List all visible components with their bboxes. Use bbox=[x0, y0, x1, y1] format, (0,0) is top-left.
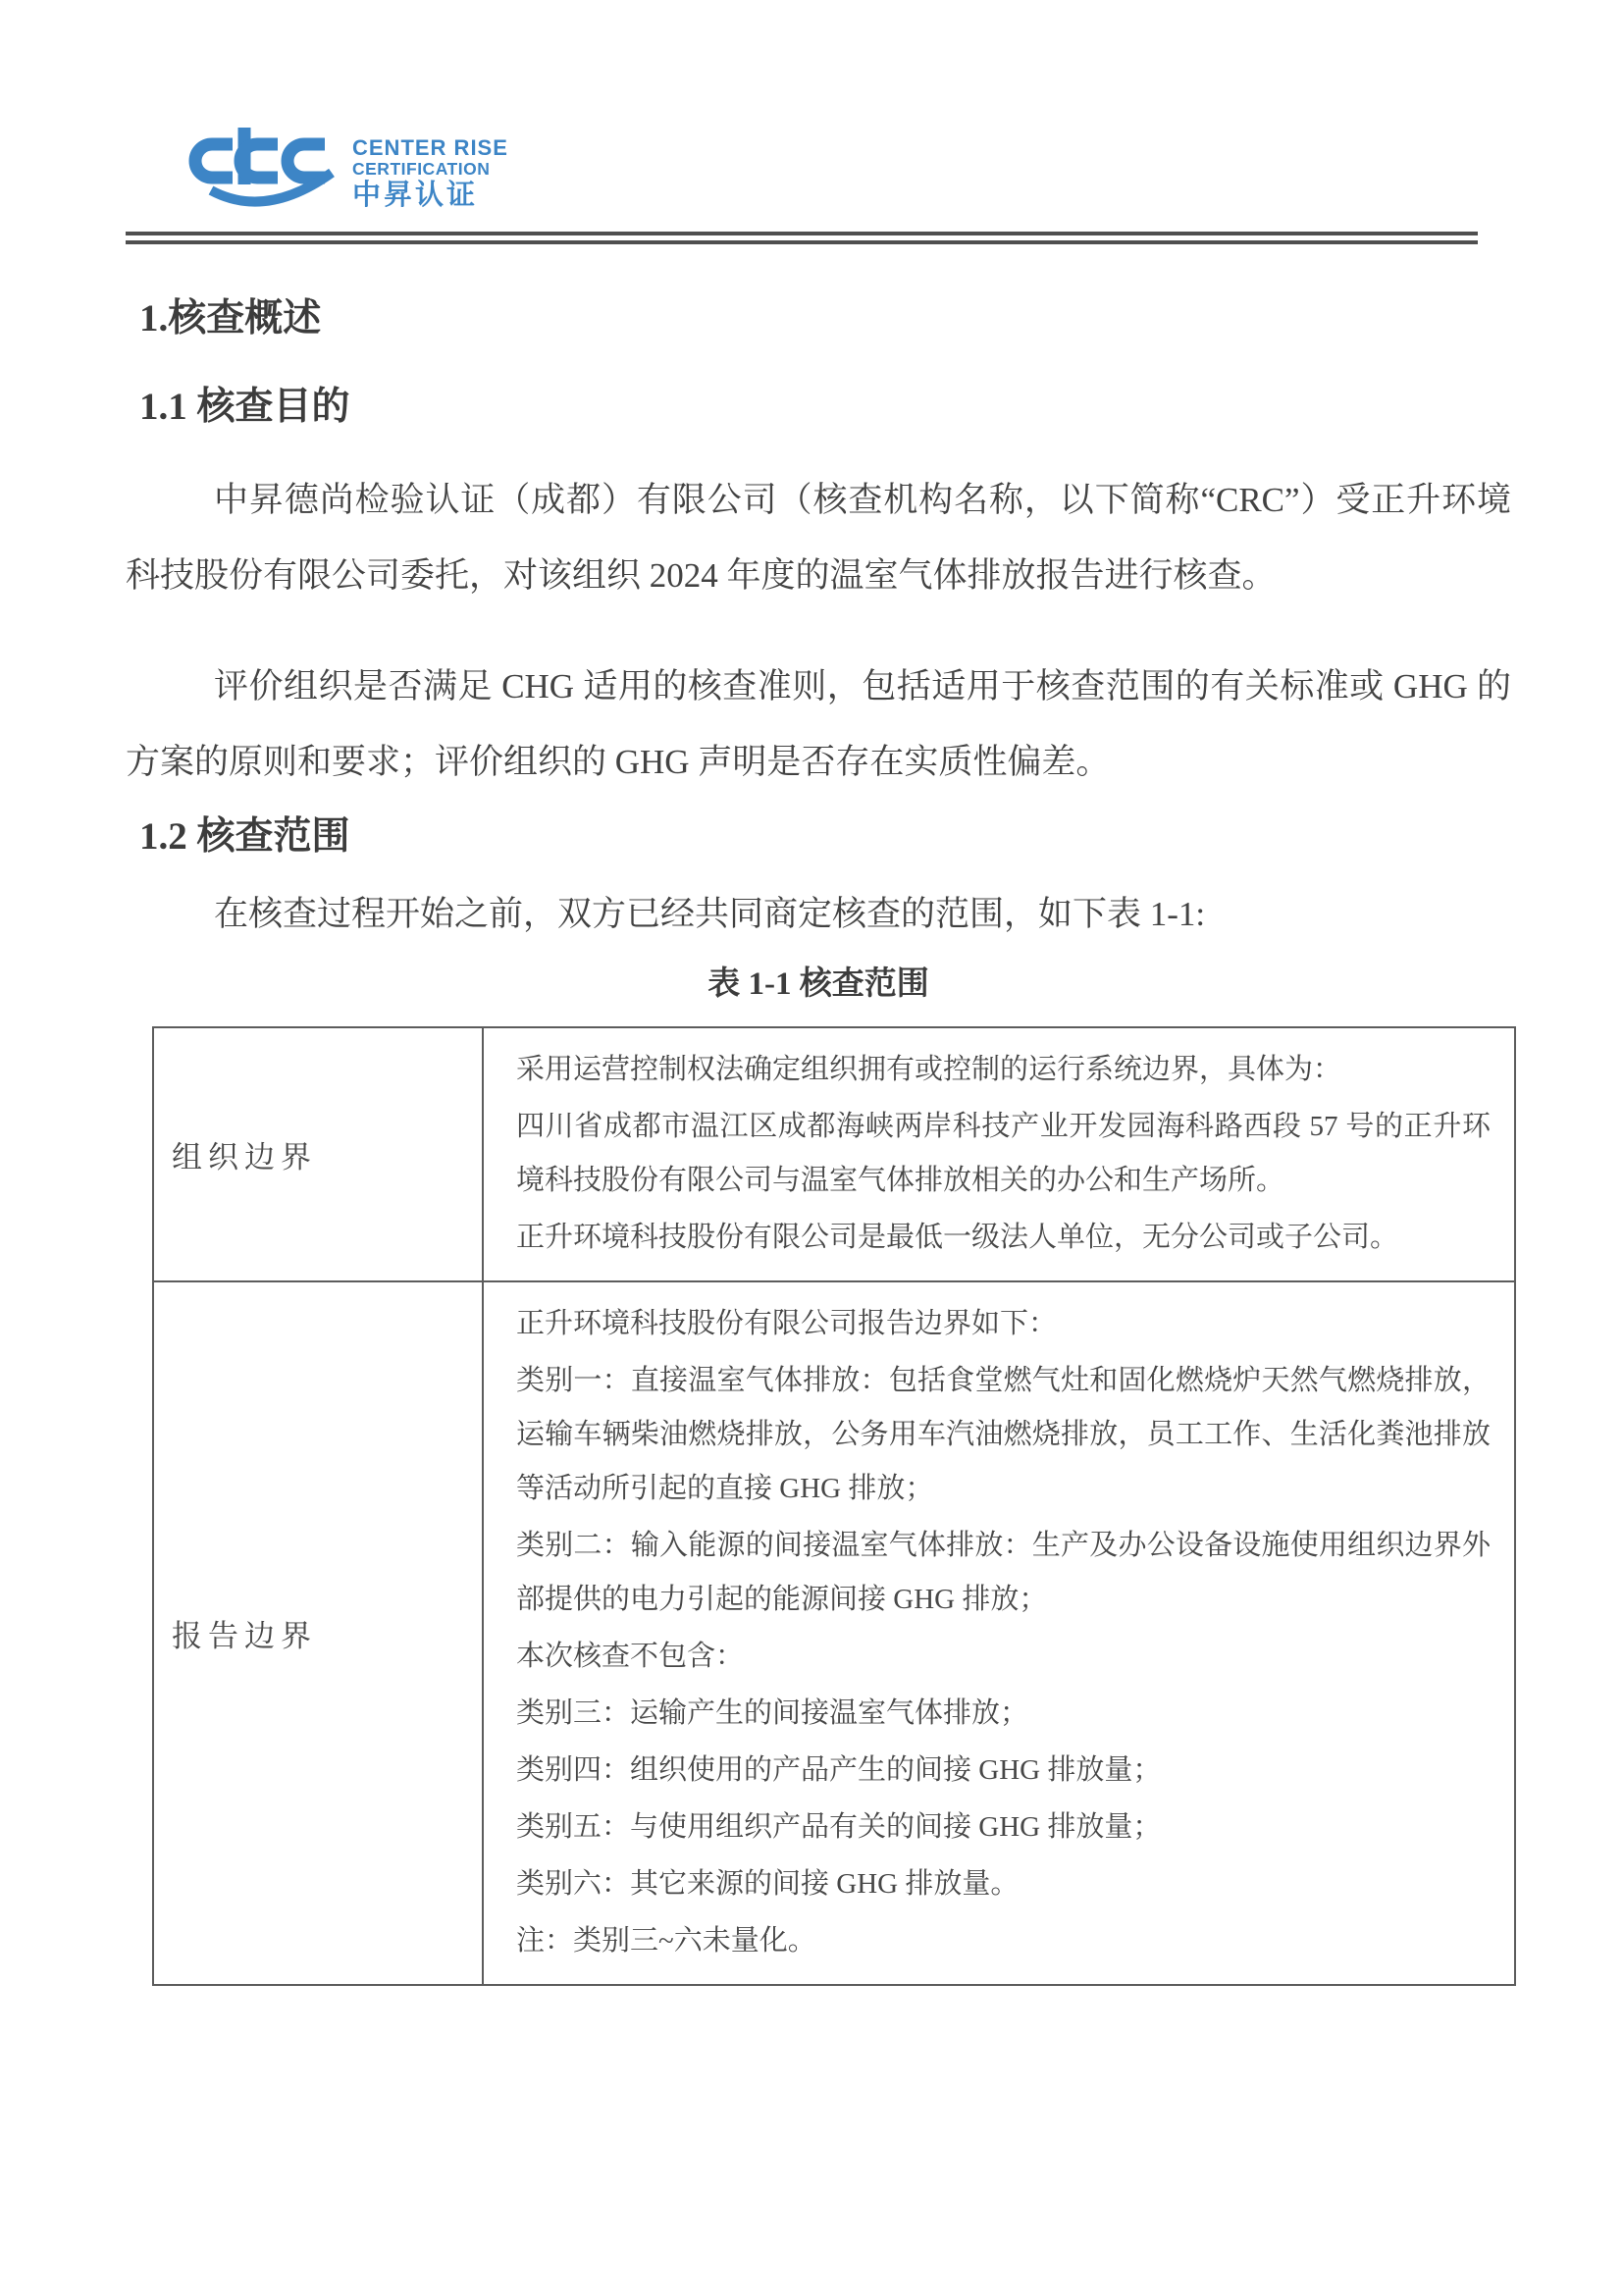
org-boundary-paragraph: 正升环境科技股份有限公司是最低一级法人单位，无分公司或子公司。 bbox=[516, 1222, 1399, 1253]
reporting-boundary-paragraph: 类别五：与使用组织产品有关的间接 GHG 排放量； bbox=[516, 1811, 1162, 1843]
section-1-heading: 1.核查概述 bbox=[139, 297, 322, 339]
reporting-boundary-paragraph: 类别六：其它来源的间接 GHG 排放量。 bbox=[516, 1868, 1020, 1900]
paragraph-scope-intro: 在核查过程开始之前，双方已经共同商定核查的范围，如下表 1-1: bbox=[214, 895, 1206, 933]
reporting-boundary-paragraph: 正升环境科技股份有限公司报告边界如下： bbox=[516, 1308, 1058, 1339]
crc-logo bbox=[180, 122, 508, 212]
logo-name-cn: 中昇认证 bbox=[352, 179, 479, 211]
paragraph-evaluation-criteria: 评价组织是否满足 CHG 适用的核查准则，包括适用于核查范围的有关标准或 GHG 的方案的原则和要求；评价组织的 GHG 声明是否存在实质性偏差。 bbox=[126, 667, 1511, 781]
table-1-1-title: 表 1-1 核查范围 bbox=[707, 966, 929, 1002]
reporting-boundary-paragraph: 本次核查不包含： bbox=[516, 1641, 745, 1672]
crc-monogram-icon bbox=[180, 122, 344, 212]
reporting-boundary-paragraph: 类别二：输入能源的间接温室气体排放：生产及办公设备设施使用组织边界外部提供的电力引起的能源间接 GHG 排放； bbox=[516, 1530, 1491, 1615]
reporting-boundary-paragraph: 类别四：组织使用的产品产生的间接 GHG 排放量； bbox=[516, 1754, 1162, 1786]
reporting-boundary-paragraph: 类别一：直接温室气体排放：包括食堂燃气灶和固化燃烧炉天然气燃烧排放，运输车辆柴油燃烧排放，公务用车汽油燃烧排放，员工工作、生活化粪池排放等活动所引起的直接 GHG 排放； bbox=[516, 1365, 1491, 1504]
row-label-reporting-boundary: 报告边界 bbox=[153, 1281, 483, 1985]
logo-name-en-2: CERTIFICATION bbox=[352, 159, 491, 179]
org-boundary-paragraph: 采用运营控制权法确定组织拥有或控制的运行系统边界，具体为： bbox=[516, 1054, 1342, 1085]
reporting-boundary-paragraph: 类别三：运输产生的间接温室气体排放； bbox=[516, 1697, 1029, 1729]
header-divider bbox=[126, 232, 1478, 244]
table-row-reporting-boundary bbox=[153, 1281, 1515, 1985]
row-content-organization-boundary bbox=[483, 1027, 1515, 1281]
section-1-2-heading: 1.2 核查范围 bbox=[139, 815, 350, 858]
verification-scope-table bbox=[152, 1026, 1516, 1986]
row-label-organization-boundary: 组织边界 bbox=[153, 1027, 483, 1281]
row-content-reporting-boundary bbox=[483, 1281, 1515, 1985]
logo-wordmark bbox=[352, 137, 508, 210]
paragraph-verification-purpose: 中昇德尚检验认证（成都）有限公司（核查机构名称，以下简称“CRC”）受正升环境科技股份有限公司委托，对该组织 2024 年度的温室气体排放报告进行核查。 bbox=[126, 481, 1511, 595]
reporting-boundary-paragraph: 注：类别三~六未量化。 bbox=[516, 1925, 816, 1957]
section-1-1-heading: 1.1 核查目的 bbox=[139, 386, 350, 428]
logo-name-en-1: CENTER RISE bbox=[352, 135, 508, 160]
table-row-organization-boundary bbox=[153, 1027, 1515, 1281]
org-boundary-paragraph: 四川省成都市温江区成都海峡两岸科技产业开发园海科路西段 57 号的正升环境科技股份有限公司与温室气体排放相关的办公和生产场所。 bbox=[516, 1111, 1491, 1196]
document-body bbox=[126, 280, 1511, 1986]
